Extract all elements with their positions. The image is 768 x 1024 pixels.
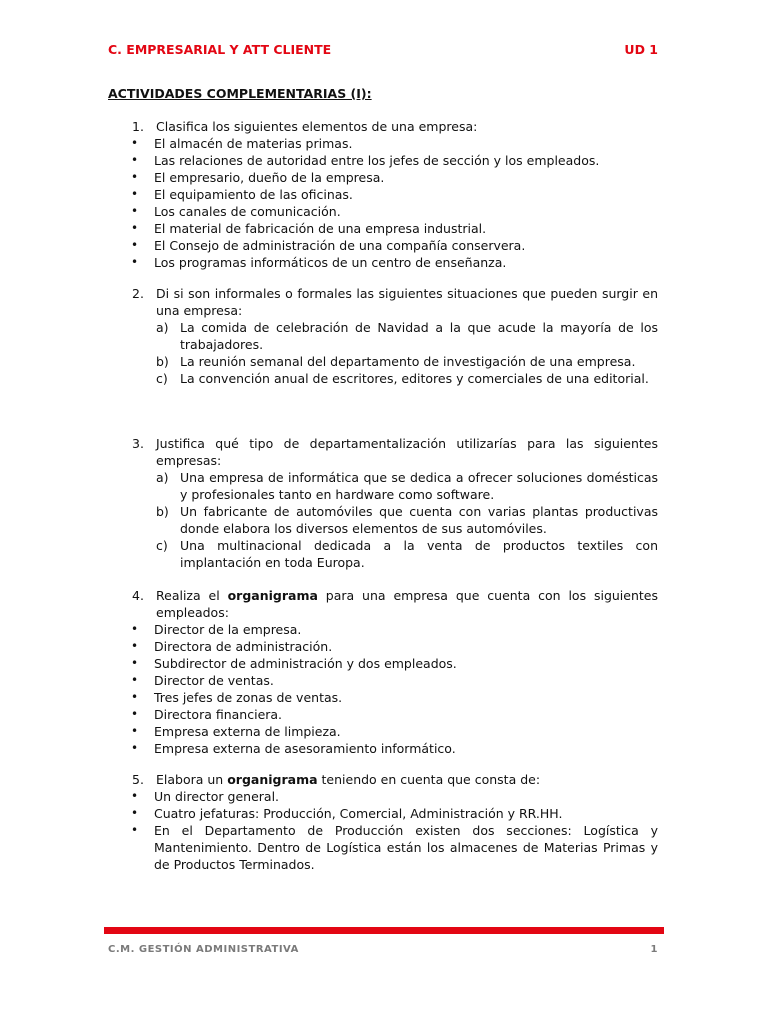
question-text-end: para una empresa que cuenta con los siguientes empleados:	[156, 588, 658, 620]
header-course-title: C. EMPRESARIAL Y ATT CLIENTE	[108, 42, 332, 57]
question-text-start: Elabora un	[156, 772, 228, 787]
list-item	[156, 469, 658, 503]
item-letter: c)	[156, 371, 168, 386]
question-2-list	[156, 319, 658, 387]
question-number: 5.	[132, 772, 144, 787]
list-item: • El material de fabricación de una empresa industrial.	[108, 220, 658, 237]
question-text: Justifica qué tipo de departamentalización utilizarías para las siguientes empresas:	[156, 436, 658, 468]
list-item: • Tres jefes de zonas de ventas.	[108, 689, 658, 706]
item-letter: c)	[156, 538, 168, 553]
question-1	[108, 118, 658, 135]
item-letter: b)	[156, 504, 169, 519]
question-number: 3.	[132, 436, 144, 451]
list-item	[156, 503, 658, 537]
question-4	[108, 587, 658, 621]
list-item: • Directora financiera.	[108, 706, 658, 723]
item-text: La convención anual de escritores, editores y comerciales de una editorial.	[180, 371, 649, 386]
list-item: • Director de la empresa.	[108, 621, 658, 638]
question-keyword: organigrama	[227, 772, 318, 787]
list-item: • El empresario, dueño de la empresa.	[108, 169, 658, 186]
item-text: Una empresa de informática que se dedica a ofrecer soluciones domésticas y profesionales tanto en hardware como software.	[180, 470, 658, 502]
list-item: • Director de ventas.	[108, 672, 658, 689]
list-item: • Un director general.	[108, 788, 658, 805]
list-item: • Empresa externa de limpieza.	[108, 723, 658, 740]
list-item: • Subdirector de administración y dos empleados.	[108, 655, 658, 672]
list-item: • El almacén de materias primas.	[108, 135, 658, 152]
question-number: 4.	[132, 588, 144, 603]
list-item	[156, 537, 658, 571]
document-body	[108, 118, 658, 873]
item-text: Una multinacional dedicada a la venta de productos textiles con implantación en toda Europa.	[180, 538, 658, 570]
page-footer	[108, 944, 658, 960]
list-item	[156, 319, 658, 353]
footer-program: C.M. GESTIÓN ADMINISTRATIVA	[108, 944, 299, 955]
item-letter: b)	[156, 354, 169, 369]
list-item: • El equipamiento de las oficinas.	[108, 186, 658, 203]
question-text-start: Realiza el	[156, 588, 228, 603]
question-keyword: organigrama	[227, 588, 318, 603]
question-3	[108, 435, 658, 571]
question-number: 1.	[132, 119, 144, 134]
question-4-list	[108, 621, 658, 757]
question-text-end: teniendo en cuenta que consta de:	[317, 772, 541, 787]
page-number: 1	[650, 944, 658, 955]
page-title: ACTIVIDADES COMPLEMENTARIAS (I):	[108, 86, 372, 101]
list-item: • En el Departamento de Producción existen dos secciones: Logística y Mantenimiento. Dentro de Logística están los almacenes de Materias Primas y de Productos Terminados.	[108, 822, 658, 873]
item-text: La reunión semanal del departamento de investigación de una empresa.	[180, 354, 636, 369]
item-letter: a)	[156, 470, 169, 485]
question-2	[108, 285, 658, 387]
list-item: • El Consejo de administración de una compañía conservera.	[108, 237, 658, 254]
question-text: Clasifica los siguientes elementos de una empresa:	[156, 119, 478, 134]
list-item: • Los programas informáticos de un centro de enseñanza.	[108, 254, 658, 271]
list-item	[156, 353, 658, 370]
question-5-list	[108, 788, 658, 873]
list-item: • Las relaciones de autoridad entre los jefes de sección y los empleados.	[108, 152, 658, 169]
question-5	[108, 771, 658, 788]
header-unit: UD 1	[624, 42, 658, 57]
list-item: • Los canales de comunicación.	[108, 203, 658, 220]
item-text: La comida de celebración de Navidad a la que acude la mayoría de los trabajadores.	[180, 320, 658, 352]
question-1-list	[108, 135, 658, 271]
list-item: • Cuatro jefaturas: Producción, Comercial, Administración y RR.HH.	[108, 805, 658, 822]
question-3-list	[156, 469, 658, 571]
item-letter: a)	[156, 320, 169, 335]
list-item: • Empresa externa de asesoramiento informático.	[108, 740, 658, 757]
page-header	[108, 42, 658, 60]
question-text: Di si son informales o formales las siguientes situaciones que pueden surgir en una empresa:	[156, 286, 658, 318]
item-text: Un fabricante de automóviles que cuenta con varias plantas productivas donde elabora los diversos elementos de sus automóviles.	[180, 504, 658, 536]
footer-divider	[104, 927, 664, 934]
question-number: 2.	[132, 286, 144, 301]
list-item: • Directora de administración.	[108, 638, 658, 655]
list-item	[156, 370, 658, 387]
